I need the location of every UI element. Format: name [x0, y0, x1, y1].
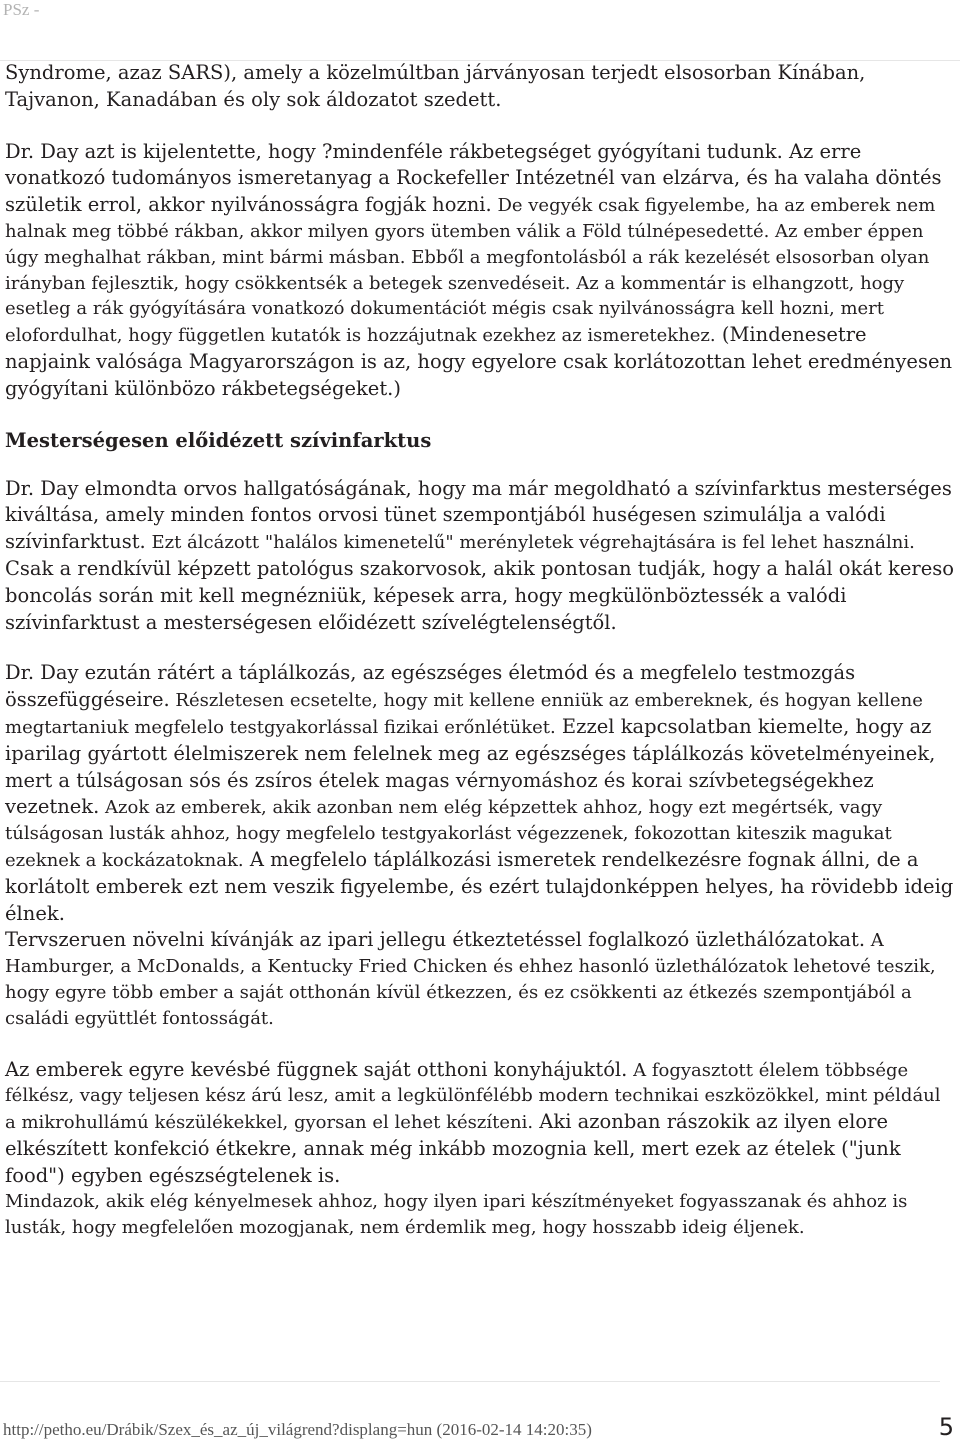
text-segment: Ebből a megfontolásból a rák kezelését elsosorban olyan irányban fejlesztik, hogy csökkentsék a betegek szenvedéseit. — [5, 246, 930, 294]
paragraph — [5, 1057, 955, 1190]
paragraph — [5, 1189, 955, 1241]
paragraph — [5, 927, 955, 1031]
text-segment: De vegyék csak figyelembe, ha az emberek nem halnak meg többé rákban, akkor milyen gyors ütemben válik a Föld túlnépesedetté. Az ember éppen úgy meghalhat rákban, mint bármi másban. — [5, 195, 936, 268]
paragraph — [5, 139, 955, 403]
document-body — [5, 60, 955, 1241]
text-segment: Dr. Day azt is kijelentette, hogy ?mindenféle rákbetegséget gyógyítani tudunk. Az erre vonatkozó tudományos ismeretanyag a Rockefeller Intézetnél van elzárva, és ha valaha döntés születik errol, akkor nyilvánosságra fogják hozni. — [5, 139, 942, 217]
text-segment: (Mindenesetre napjaink valósága Magyarországon is az, hogy egyelore csak korlátozottan lehet eredményesen gyógyítani különbözo rákbetegségeket.) — [5, 323, 953, 400]
text-segment: Ezzel kapcsolatban kiemelte, hogy az iparilag gyártott élelmiszerek nem felelnek meg az egészséges táplálkozás követelményeinek, mert a túlságosan sós és zsíros ételek magas vérnyomáshoz és korai szívbetegségekhez vezetnek. — [5, 714, 936, 819]
text-segment: A megfelelo táplálkozási ismeretek rendelkezésre fognak állni, de a korlátolt emberek ezt nem veszik figyelembe, és ezért tulajdonképpen helyes, ha rövidebb ideig élnek. — [5, 847, 954, 925]
text-segment: Syndrome, azaz SARS), amely a közelmúltban járványosan terjedt elsosorban Kínában, Tajvanon, Kanadában és oly sok áldozatot szedett. — [5, 61, 866, 111]
text-segment: Tervszeruen növelni kívánják az ipari jellegu étkeztetéssel foglalkozó üzlethálózatokat. — [5, 928, 866, 952]
page-number: 5 — [938, 1413, 954, 1441]
source-url-link[interactable]: http://petho.eu/Drábik/Szex_és_az_új_világrend?displang=hun (2016-02-14 14:20:35) — [3, 1420, 592, 1439]
text-segment: Dr. Day ezután rátért a táplálkozás, az egészséges életmód és a megfelelo testmozgás összefüggéseire. — [5, 661, 856, 712]
text-segment: Az a kommentár is elhangzott, hogy esetleg a rák gyógyítására vonatkozó dokumentációt mégis csak nyilvánosságra kell hozni, mert elofordulhat, hogy független kutatók is hozzájutnak ezekhez az ismeretekhez. — [5, 272, 905, 347]
section-heading: Mesterségesen előidézett szívinfarktus — [5, 428, 432, 452]
text-segment: Azok az emberek, akik azonban nem elég képzettek ahhoz, hogy ezt megértsék, vagy túlságosan lusták ahhoz, hogy megfelelo testgyakorlást végezzenek, fokozottan kiteszik magukat ezeknek a kockázatoknak. — [5, 797, 892, 871]
text-segment: Aki azonban rászokik az ilyen elore elkészített konfekció étkekre, annak még inkább mozognia kell, mert ezek az ételek ("junk food") egyben egészségtelenek is. — [5, 1110, 901, 1187]
text-segment: Dr. Day elmondta orvos hallgatóságának, hogy ma már megoldható a szívinfarktus mesterséges kiváltása, amely minden fontos orvosi tünet szempontjából huségesen szimulálja a valódi szívinfarktust. — [5, 476, 952, 554]
text-segment: Ezt álcázott "halálos kimenetelű" merényletek végrehajtására is fel lehet használni. — [145, 532, 915, 554]
footer-divider — [0, 1381, 940, 1382]
paragraph — [5, 660, 955, 927]
text-segment: Csak a rendkívül képzett patológus szakorvosok, akik pontosan tudják, hogy a halál okát kereso boncolás során mit kell megnézniük, képesek arra, hogy megkülönböztessék a valódi szívinfarktust a mesterségesen előidézett szívelégtelenségtől. — [5, 556, 954, 634]
text-segment: Mindazok, akik elég kényelmesek ahhoz, hogy ilyen ipari készítményeket fogyasszanak és ahhoz is lusták, hogy megfelelően mozogjanak, nem érdemlik meg, hogy hosszabb ideig éljenek. — [5, 1191, 908, 1239]
paragraph — [5, 60, 955, 114]
text-segment: A fogyasztott élelem többsége félkész, vagy teljesen kész árú lesz, amit a legkülönfélébb modern technikai eszközökkel, mint például a mikrohullámú készülékekkel, gyorsan el lehet készíteni. — [5, 1059, 941, 1134]
text-segment: Részletesen ecsetelte, hogy mit kellene enniük az embereknek, és hogyan kellene megtartaniuk megfelelo testgyakorlással fizikai erőnlétüket. — [5, 690, 923, 738]
running-header: PSz - — [3, 0, 40, 19]
paragraph — [5, 476, 955, 637]
text-segment: A Hamburger, a McDonalds, a Kentucky Fried Chicken és ehhez hasonló üzlethálózatok lehetové teszik, hogy egyre több ember a saját otthonán kívül étkezzen, és ez csökkenti az étkezés szempontjából a családi együttlét fontosságát. — [5, 930, 936, 1029]
text-segment: Az emberek egyre kevésbé függnek saját otthoni konyhájuktól. — [5, 1057, 628, 1081]
